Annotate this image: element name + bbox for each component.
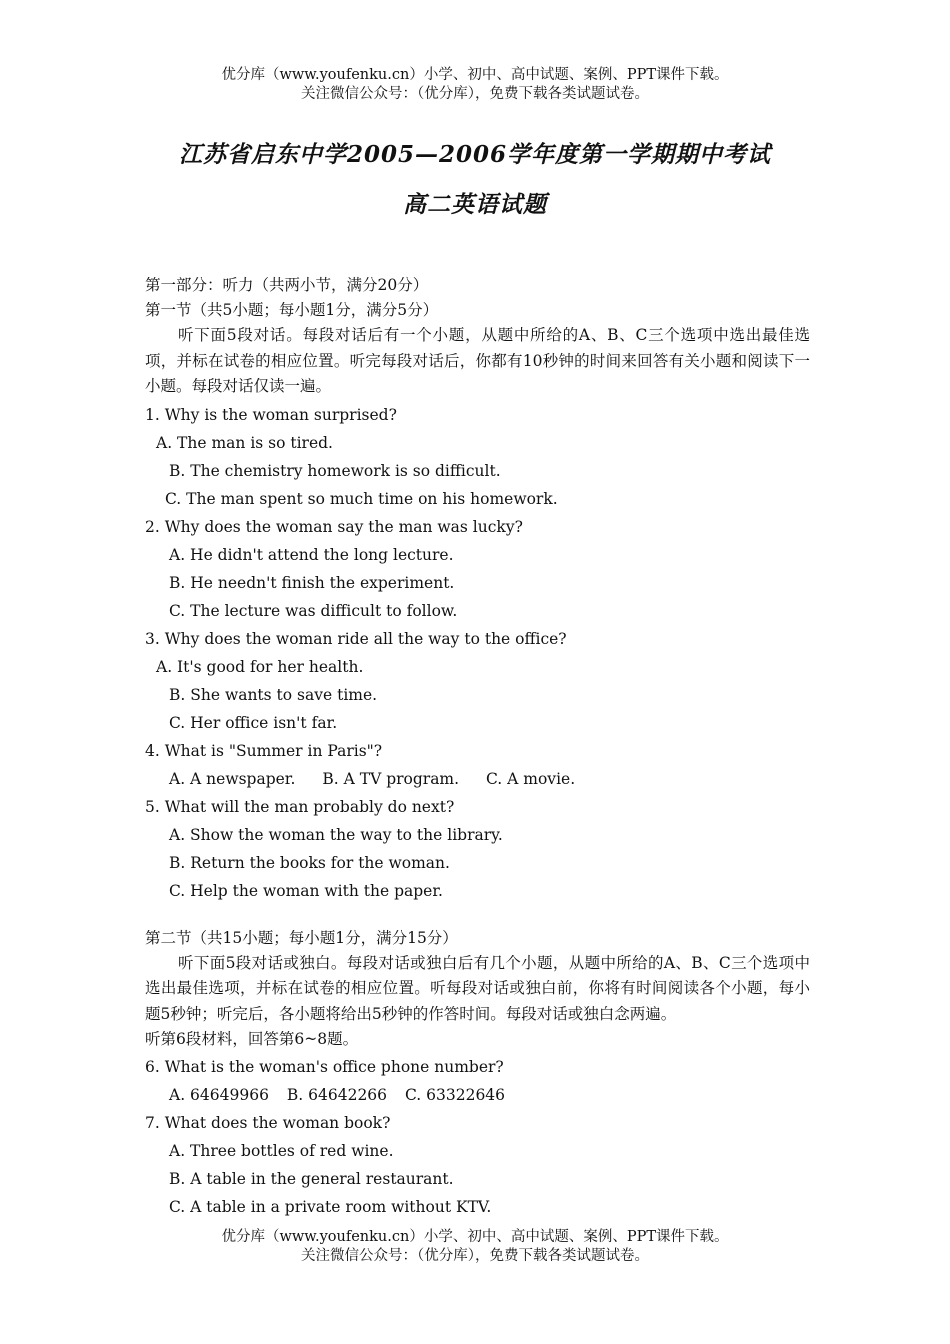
question-6: 6. What is the woman's office phone number?	[145, 1058, 504, 1076]
q4-option-b: B. A TV program.	[322, 769, 460, 788]
q1-option-a: A. The man is so tired.	[156, 433, 333, 452]
document-body	[145, 273, 810, 1220]
part1-heading: 第一部分：听力（共两小节，满分20分）	[145, 276, 429, 294]
q3-option-a: A. It's good for her health.	[156, 657, 364, 676]
q5-option-b: B. Return the books for the woman.	[169, 853, 450, 872]
header-line-2: 关注微信公众号：（优分库），免费下载各类试题试卷。	[301, 86, 649, 102]
exam-subtitle: 高二英语试题	[403, 191, 547, 218]
material-6-note: 听第6段材料，回答第6~8题。	[145, 1030, 359, 1048]
q4-option-c: C. A movie.	[486, 769, 576, 788]
page-footer	[0, 1228, 950, 1266]
q1-option-c: C. The man spent so much time on his homework.	[165, 489, 558, 508]
q6-option-c: C. 63322646	[404, 1086, 506, 1104]
section2-heading: 第二节（共15小题；每小题1分，满分15分）	[145, 928, 458, 947]
footer-line-1: 优分库（www.youfenku.cn）小学、初中、高中试题、案例、PPT课件下载。	[221, 1229, 729, 1245]
section1-heading: 第一节（共5小题；每小题1分，满分5分）	[145, 301, 439, 319]
q3-option-c: C. Her office isn't far.	[169, 713, 338, 732]
q1-option-b: B. The chemistry homework is so difficult.	[169, 461, 501, 480]
question-5: 5. What will the man probably do next?	[145, 797, 455, 816]
q5-option-c: C. Help the woman with the paper.	[169, 881, 443, 900]
section2-instructions: 听下面5段对话或独白。每段对话或独白后有几个小题，从题中所给的A、B、C三个选项中选出最佳选项，并标在试卷的相应位置。听每段对话或独白前，你将有时间阅读各个小题，每小题5秒钟；听完后，各小题将给出5秒钟的作答时间。每段对话或独白念两遍。	[145, 953, 810, 1023]
q2-option-c: C. The lecture was difficult to follow.	[169, 601, 458, 620]
header-line-1: 优分库（www.youfenku.cn）小学、初中、高中试题、案例、PPT课件下载。	[221, 67, 729, 83]
exam-title: 江苏省启东中学2005—2006学年度第一学期期中考试	[178, 141, 772, 168]
question-2: 2. Why does the woman say the man was lucky?	[145, 517, 523, 536]
page-header	[0, 66, 950, 104]
question-4: 4. What is "Summer in Paris"?	[145, 741, 383, 760]
q6-option-b: B. 64642266	[286, 1086, 388, 1104]
q2-option-b: B. He needn't finish the experiment.	[169, 573, 455, 592]
q7-option-a: A. Three bottles of red wine.	[169, 1142, 394, 1160]
q2-option-a: A. He didn't attend the long lecture.	[169, 545, 454, 564]
section1-instructions: 听下面5段对话。每段对话后有一个小题，从题中所给的A、B、C三个选项中选出最佳选项，并标在试卷的相应位置。听完每段对话后，你都有10秒钟的时间来回答有关小题和阅读下一小题。每段对话仅读一遍。	[145, 326, 810, 395]
q3-option-b: B. She wants to save time.	[169, 685, 378, 704]
question-1: 1. Why is the woman surprised?	[145, 405, 397, 424]
q5-option-a: A. Show the woman the way to the library.	[169, 825, 503, 844]
q4-options	[145, 766, 810, 792]
footer-line-2: 关注微信公众号：（优分库），免费下载各类试题试卷。	[301, 1248, 649, 1264]
q6-option-a: A. 64649966	[169, 1086, 269, 1104]
question-7: 7. What does the woman book?	[145, 1114, 391, 1132]
question-3: 3. Why does the woman ride all the way to the office?	[145, 629, 567, 648]
q6-options	[145, 1082, 810, 1108]
q7-option-b: B. A table in the general restaurant.	[169, 1170, 454, 1188]
section-gap	[145, 904, 810, 926]
q7-option-c: C. A table in a private room without KTV.	[169, 1198, 492, 1216]
q4-option-a: A. A newspaper.	[169, 769, 296, 788]
